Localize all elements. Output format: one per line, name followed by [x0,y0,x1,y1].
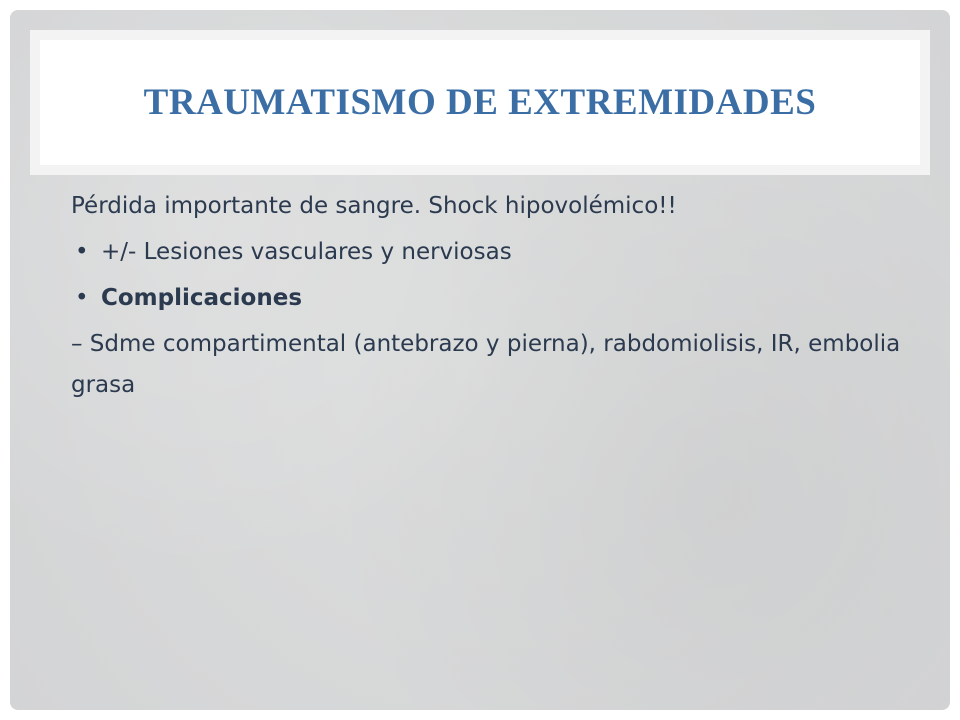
bullet-item-text: Complicaciones [101,285,303,311]
content-line-sdme [71,328,911,361]
title-frame [30,30,930,175]
bullet-icon: • [75,285,89,311]
slide [10,10,950,710]
slide-title: TRAUMATISMO DE EXTREMIDADES [143,82,817,123]
bullet-item-lesiones [71,236,911,269]
content-line-grasa [71,369,911,402]
bullet-item-text: +/- Lesiones vasculares y nerviosas [101,239,512,265]
slide-content [71,190,911,415]
content-line-intro [71,190,911,223]
content-line-text: – Sdme compartimental (antebrazo y pierna), rabdomiolisis, IR, embolia [71,331,901,357]
bullet-item-complicaciones [71,282,911,315]
bullet-icon: • [75,239,89,265]
title-box [40,40,920,165]
content-line-text: grasa [71,372,136,398]
content-line-text: Pérdida importante de sangre. Shock hipovolémico!! [71,193,677,219]
